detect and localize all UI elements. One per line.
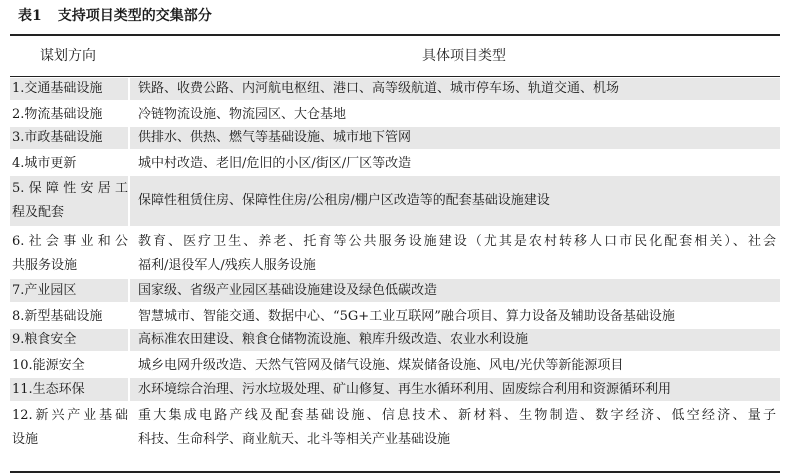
row-types: 国家级、省级产业园区基础设施建设及绿色低碳改造 — [138, 282, 438, 298]
row-direction: 8.新型基础设施 — [10, 304, 130, 329]
table-row — [10, 329, 780, 353]
row-types — [130, 403, 780, 452]
table-row — [10, 378, 780, 403]
table-row — [10, 127, 780, 151]
row-types-line: 重大集成电路产线及配套基础设施、信息技术、新材料、生物制造、数字经济、低空经济、量子 — [138, 407, 776, 423]
row-direction: 11.生态环保 — [10, 378, 130, 401]
row-direction-line: 6.社会事业和公 — [12, 233, 128, 249]
table-title: 支持项目类型的交集部分 — [57, 8, 212, 24]
row-types: 城中村改造、老旧/危旧的小区/街区/厂区等改造 — [138, 155, 412, 171]
row-direction — [10, 228, 130, 279]
row-direction: 7.产业园区 — [10, 279, 130, 302]
table-row — [10, 353, 780, 378]
row-types: 保障性租赁住房、保障性住房/公租房/棚户区改造等的配套基础设施建设 — [138, 193, 550, 208]
bottom-rule — [10, 471, 780, 473]
row-direction-line: 5.保障性安居工 — [12, 181, 128, 196]
row-direction — [10, 403, 130, 452]
table-row — [10, 78, 780, 102]
row-direction-line: 设施 — [12, 431, 39, 447]
row-direction-line: 程及配套 — [12, 205, 65, 220]
row-types — [130, 228, 780, 279]
table-number: 表1 — [18, 8, 42, 24]
table-row — [10, 304, 780, 329]
row-direction: 10.能源安全 — [10, 353, 130, 378]
row-types: 智慧城市、智能交通、数据中心、“5G+工业互联网”融合项目、算力设备及辅助设备基础设施 — [138, 308, 675, 324]
row-direction — [10, 176, 130, 226]
table-row — [10, 151, 780, 176]
table-header — [10, 36, 780, 76]
table-row — [10, 176, 780, 228]
row-direction-line: 共服务设施 — [12, 257, 78, 273]
row-types-line: 福利/退役军人/残疾人服务设施 — [138, 257, 316, 273]
header-direction: 谋划方向 — [40, 48, 96, 64]
row-direction: 4.城市更新 — [10, 151, 130, 176]
table-row — [10, 228, 780, 279]
header-project-types: 具体项目类型 — [422, 48, 506, 64]
table-row — [10, 102, 780, 127]
row-types: 冷链物流设施、物流园区、大仓基地 — [138, 106, 347, 122]
row-direction: 2.物流基础设施 — [10, 102, 130, 127]
table-row — [10, 279, 780, 304]
row-types: 供排水、供热、燃气等基础设施、城市地下管网 — [138, 130, 412, 145]
row-direction: 3.市政基础设施 — [10, 127, 130, 149]
table-row — [10, 403, 780, 452]
row-direction: 1.交通基础设施 — [10, 78, 130, 100]
row-types-line: 科技、生命科学、商业航天、北斗等相关产业基础设施 — [138, 431, 451, 447]
table-caption — [18, 4, 212, 28]
row-types: 水环境综合治理、污水垃圾处理、矿山修复、再生水循环利用、固废综合利用和资源循环利用 — [138, 381, 672, 397]
row-direction-line: 12.新兴产业基础 — [12, 407, 128, 423]
table-body — [10, 78, 780, 452]
row-types: 高标准农田建设、粮食仓储物流设施、粮库升级改造、农业水利设施 — [138, 332, 529, 347]
row-types-line: 教育、医疗卫生、养老、托育等公共服务设施建设（尤其是农村转移人口市民化配套相关）、社会 — [138, 233, 776, 249]
row-types: 城乡电网升级改造、天然气管网及储气设施、煤炭储备设施、风电/光伏等新能源项目 — [138, 357, 624, 373]
row-types: 铁路、收费公路、内河航电枢纽、港口、高等级航道、城市停车场、轨道交通、机场 — [138, 81, 620, 96]
row-direction: 9.粮食安全 — [10, 329, 130, 351]
